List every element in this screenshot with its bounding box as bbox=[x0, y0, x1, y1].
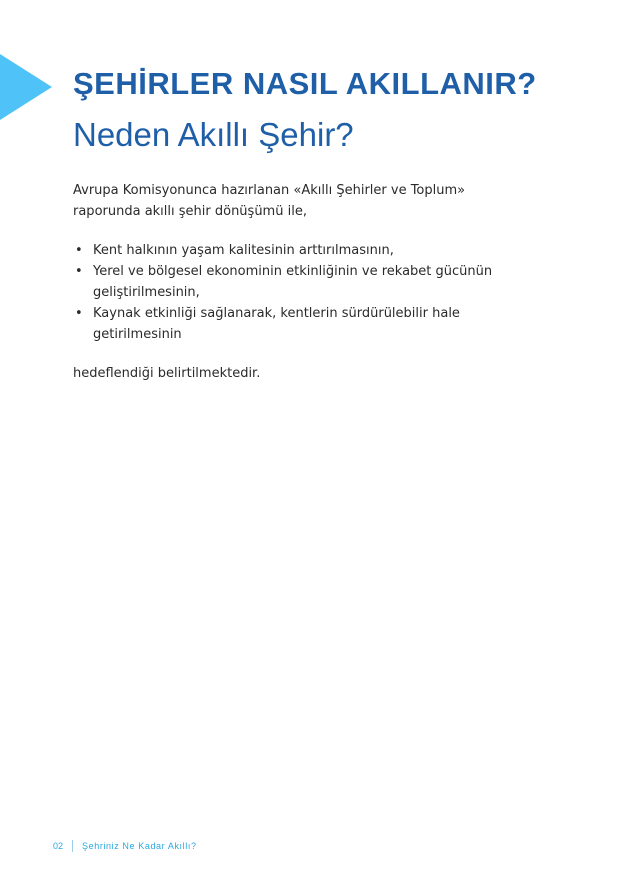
page-subtitle: Neden Akıllı Şehir? bbox=[73, 116, 354, 153]
intro-paragraph bbox=[73, 180, 543, 222]
intro-line-2: raporunda akıllı şehir dönüşümü ile, bbox=[73, 204, 307, 219]
bullet-item: • Yerel ve bölgesel ekonominin etkinliğinin ve rekabet gücünün geliştirilmesinin, bbox=[73, 261, 543, 303]
body-content bbox=[73, 180, 543, 384]
footer-title: Şehriniz Ne Kadar Akıllı? bbox=[82, 841, 197, 851]
bullet-item: • Kaynak etkinliği sağlanarak, kentlerin sürdürülebilir hale getirilmesinin bbox=[73, 303, 543, 345]
bullet-list bbox=[73, 240, 543, 345]
footer-divider bbox=[72, 840, 73, 852]
intro-line-1: Avrupa Komisyonunca hazırlanan «Akıllı Şehirler ve Toplum» bbox=[73, 183, 466, 198]
bullet-item: • Kent halkının yaşam kalitesinin arttırılmasının, bbox=[73, 240, 543, 261]
corner-triangle-decoration bbox=[0, 54, 52, 120]
page-number: 02 bbox=[53, 841, 64, 851]
page-footer bbox=[53, 840, 197, 852]
conclusion-paragraph: hedeflendiği belirtilmektedir. bbox=[73, 366, 261, 381]
page-title: ŞEHİRLER NASIL AKILLANIR? bbox=[73, 66, 537, 101]
